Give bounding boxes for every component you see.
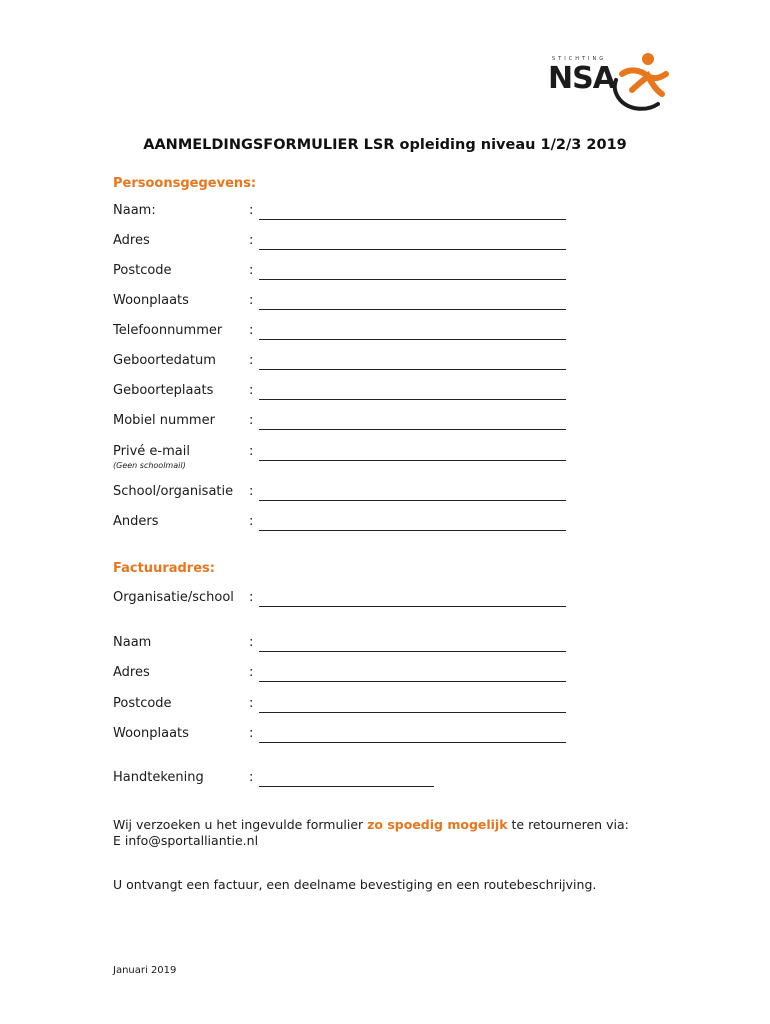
field-label: Mobiel nummer <box>113 413 215 428</box>
fill-in-line[interactable] <box>259 309 566 310</box>
field-colon: : <box>249 413 254 428</box>
field-factuur-naam <box>113 635 573 655</box>
field-anders <box>113 514 573 534</box>
fill-in-line[interactable] <box>259 429 566 430</box>
field-label: Handtekening <box>113 770 204 785</box>
field-label: Adres <box>113 233 150 248</box>
field-label: School/organisatie <box>113 484 234 499</box>
field-postcode <box>113 263 573 283</box>
field-label: Postcode <box>113 696 172 711</box>
fill-in-line[interactable] <box>259 712 566 713</box>
field-mobiel-nummer <box>113 413 573 433</box>
field-label: Adres <box>113 665 150 680</box>
fill-in-line[interactable] <box>259 460 566 461</box>
field-colon: : <box>249 635 254 650</box>
field-factuur-adres <box>113 665 573 685</box>
field-geboorteplaats <box>113 383 573 403</box>
fill-in-line[interactable] <box>259 279 566 280</box>
field-prive-email <box>113 444 573 470</box>
field-colon: : <box>249 444 254 459</box>
form-title: AANMELDINGSFORMULIER LSR opleiding niveau 1/2/3 2019 <box>143 137 627 153</box>
nsa-logo <box>548 50 670 112</box>
runner-figure-icon <box>608 50 670 112</box>
contact-email: E info@sportalliantie.nl <box>113 833 259 848</box>
field-school-organisatie <box>113 484 573 504</box>
field-handtekening <box>113 770 573 790</box>
field-factuur-postcode <box>113 696 573 716</box>
logo-small-text: STICHTING <box>552 56 607 62</box>
confirmation-note: U ontvangt een factuur, een deelname bevestiging en een routebeschrijving. <box>113 877 597 892</box>
fill-in-line[interactable] <box>259 219 566 220</box>
field-factuur-woonplaats <box>113 726 573 746</box>
fill-in-line[interactable] <box>259 249 566 250</box>
field-colon: : <box>249 770 254 785</box>
field-label: Organisatie/school <box>113 590 234 605</box>
field-label: Naam <box>113 635 152 650</box>
field-colon: : <box>249 353 254 368</box>
logo-name: NSA <box>548 61 615 96</box>
section-heading-persoonsgegevens: Persoonsgegevens: <box>113 176 257 191</box>
field-woonplaats <box>113 293 573 313</box>
field-colon: : <box>249 590 254 605</box>
field-colon: : <box>249 233 254 248</box>
fill-in-line[interactable] <box>259 530 566 531</box>
field-naam <box>113 203 573 223</box>
field-label: Privé e-mail <box>113 444 190 459</box>
instruction-text: Wij verzoeken u het ingevulde formulier <box>113 817 368 832</box>
fill-in-line[interactable] <box>259 339 566 340</box>
fill-in-line[interactable] <box>259 651 566 652</box>
field-colon: : <box>249 203 254 218</box>
field-label: Woonplaats <box>113 726 189 741</box>
return-instruction <box>113 817 629 833</box>
field-label: Geboortedatum <box>113 353 216 368</box>
field-label: Telefoonnummer <box>113 323 223 338</box>
field-adres <box>113 233 573 253</box>
field-sublabel: (Geen schoolmail) <box>113 461 186 470</box>
instruction-highlight: zo spoedig mogelijk <box>367 817 508 832</box>
field-colon: : <box>249 293 254 308</box>
field-colon: : <box>249 323 254 338</box>
fill-in-line[interactable] <box>259 369 566 370</box>
fill-in-line[interactable] <box>259 500 566 501</box>
field-colon: : <box>249 263 254 278</box>
field-label: Postcode <box>113 263 172 278</box>
field-label: Anders <box>113 514 159 529</box>
instruction-text-end: te retourneren via: <box>507 817 629 832</box>
field-label: Woonplaats <box>113 293 189 308</box>
field-colon: : <box>249 726 254 741</box>
field-colon: : <box>249 696 254 711</box>
field-colon: : <box>249 484 254 499</box>
field-geboortedatum <box>113 353 573 373</box>
field-telefoonnummer <box>113 323 573 343</box>
signature-line[interactable] <box>259 786 434 787</box>
section-heading-factuuradres: Factuuradres: <box>113 561 215 576</box>
fill-in-line[interactable] <box>259 681 566 682</box>
field-colon: : <box>249 383 254 398</box>
fill-in-line[interactable] <box>259 742 566 743</box>
field-label: Geboorteplaats <box>113 383 214 398</box>
field-colon: : <box>249 514 254 529</box>
field-organisatie-school <box>113 590 573 610</box>
field-label: Naam: <box>113 203 156 218</box>
fill-in-line[interactable] <box>259 399 566 400</box>
field-colon: : <box>249 665 254 680</box>
footer-date: Januari 2019 <box>113 965 177 976</box>
fill-in-line[interactable] <box>259 606 566 607</box>
